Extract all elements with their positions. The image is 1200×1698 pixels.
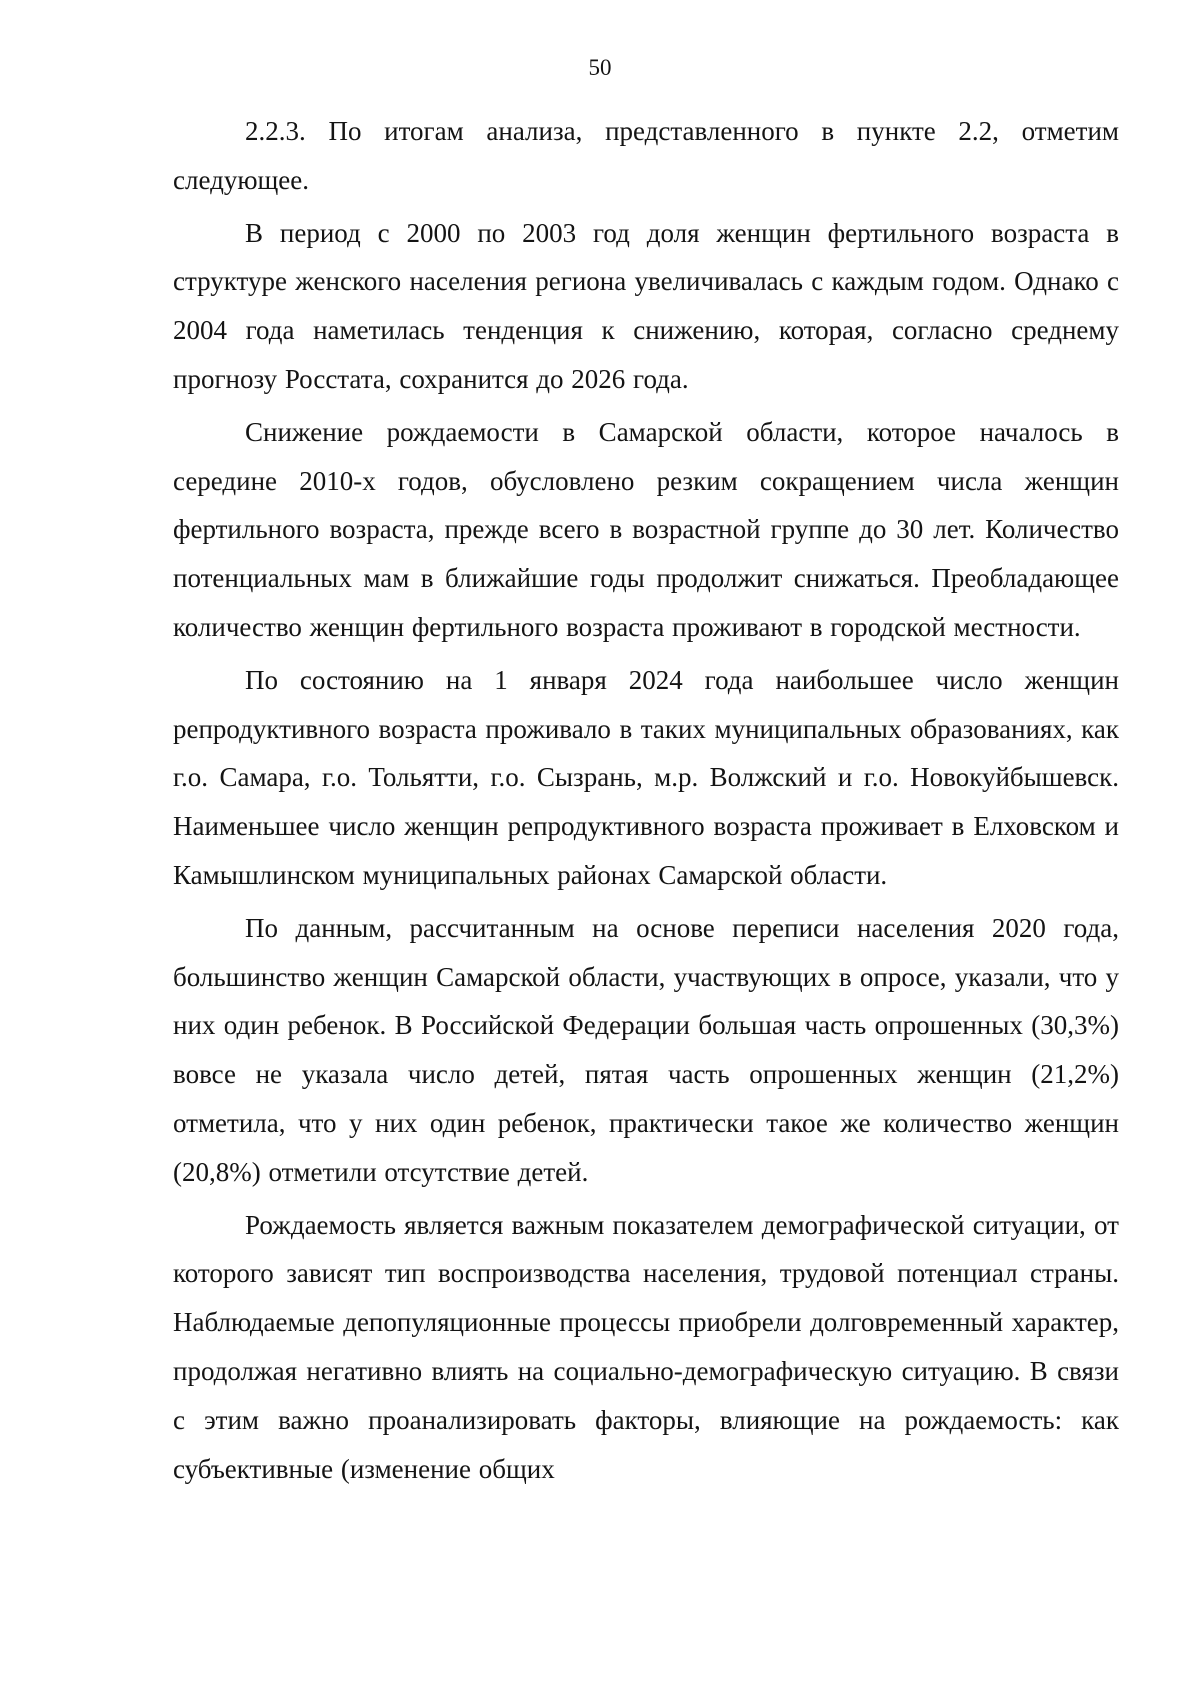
paragraph-conclusions-intro: 2.2.3. По итогам анализа, представленного в пункте 2.2, отметим следующее. — [173, 116, 1119, 195]
paragraph-municipal-distribution: По состоянию на 1 января 2024 года наибольшее число женщин репродуктивного возраста проживало в таких муниципальных образованиях, как г.о. Самара, г.о. Тольятти, г.о. Сызрань, м.р. Волжский и г.о. Новокуйбышевск. Наименьшее число женщин репродуктивного возраста проживает в Елховском и Камышлинском муниципальных районах Самарской области. — [173, 664, 1119, 890]
paragraph-census-data: По данным, рассчитанным на основе переписи населения 2020 года, большинство женщин Самарской области, участвующих в опросе, указали, что у них один ребенок. В Российской Федерации большая часть опрошенных (30,3%) вовсе не указала число детей, пятая часть опрошенных женщин (21,2%) отметила, что у них один ребенок, практически такое же количество женщин (20,8%) отметили отсутствие детей. — [173, 912, 1119, 1187]
paragraph-birth-rate-factors: Рождаемость является важным показателем демографической ситуации, от которого зависят тип воспроизводства населения, трудовой потенциал страны. Наблюдаемые депопуляционные процессы приобрели долговременный характер, продолжая негативно влиять на социально-демографическую ситуацию. В связи с этим важно проанализировать факторы, влияющие на рождаемость: как субъективные (изменение общих — [173, 1209, 1119, 1484]
paragraph-fertile-age-share: В период с 2000 по 2003 год доля женщин фертильного возраста в структуре женского населения региона увеличивалась с каждым годом. Однако с 2004 года наметилась тенденция к снижению, которая, согласно среднему прогнозу Росстата, сохранится до 2026 года. — [173, 217, 1119, 394]
page-number: 50 — [588, 55, 612, 80]
document-body — [173, 107, 1119, 1497]
paragraph-birth-rate-decline: Снижение рождаемости в Самарской области, которое началось в середине 2010-х годов, обусловлено резким сокращением числа женщин фертильного возраста, прежде всего в возрастной группе до 30 лет. Количество потенциальных мам в ближайшие годы продолжит снижаться. Преобладающее количество женщин фертильного возраста проживают в городской местности. — [173, 416, 1119, 642]
